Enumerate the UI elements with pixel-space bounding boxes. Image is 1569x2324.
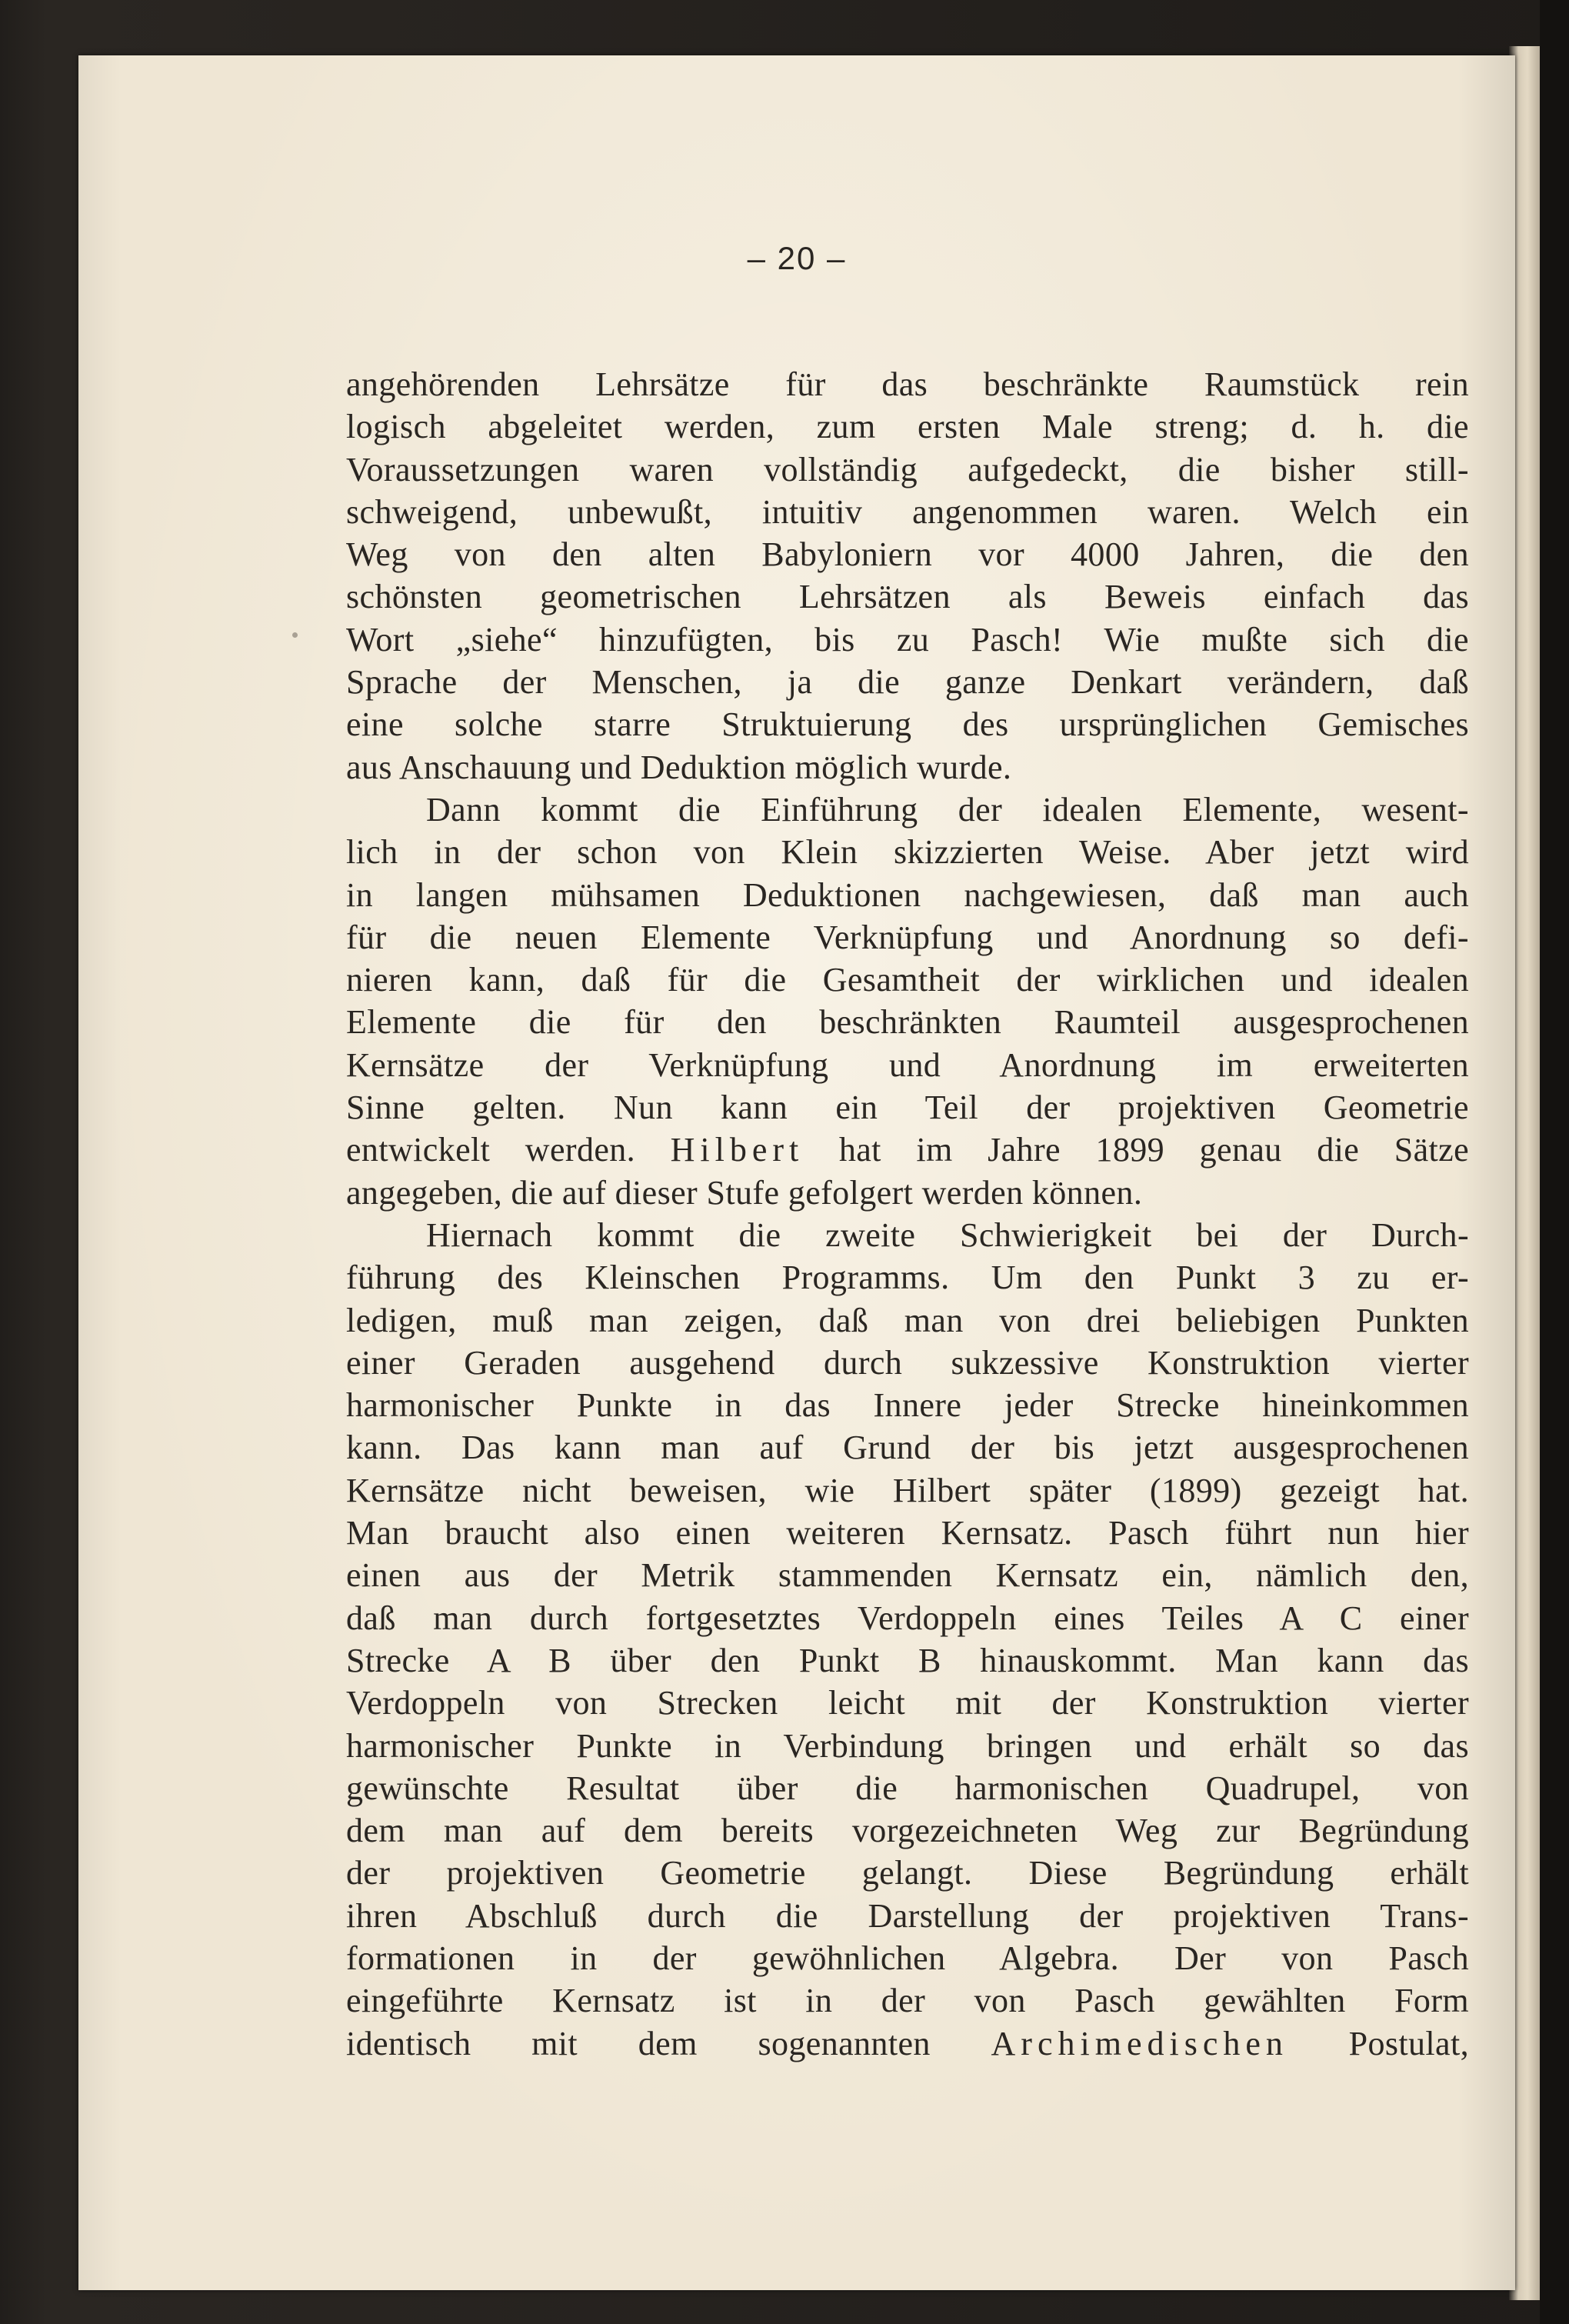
text-line: harmonischer Punkte in das Innere jeder Strecke hineinkommen (346, 1386, 1469, 1425)
text-line: Wort „siehe“ hinzufügten, bis zu Pasch! Wie mußte sich die (346, 620, 1469, 659)
text-line: angehörenden Lehrsätze für das beschränkte Raumstück rein (346, 365, 1469, 403)
text-line: kann. Das kann man auf Grund der bis jetzt ausgesprochenen (346, 1429, 1469, 1467)
text-line: schönsten geometrischen Lehrsätzen als Beweis einfach das (346, 578, 1469, 616)
body-text (346, 363, 1469, 2065)
text-line: eingeführte Kernsatz ist in der von Pasch gewählten Form (346, 1982, 1469, 2020)
text-line-hilbert (346, 1129, 1469, 1171)
text-line-archimedischen (346, 2022, 1469, 2065)
text-line: gewünschte Resultat über die harmonischen Quadrupel, von (346, 1769, 1469, 1807)
text-line: aus Anschauung und Deduktion möglich wurde. (346, 748, 1012, 786)
text-line: Dann kommt die Einführung der idealen Elemente, wesent- (426, 790, 1469, 829)
text-line: formationen in der gewöhnlichen Algebra. Der von Pasch (346, 1939, 1469, 1977)
text-line: schweigend, unbewußt, intuitiv angenommen waren. Welch ein (346, 492, 1469, 531)
text-line: Sprache der Menschen, ja die ganze Denkart verändern, daß (346, 663, 1469, 702)
stray-ink-mark (292, 632, 298, 638)
text-line: Kernsätze der Verknüpfung und Anordnung im erweiterten (346, 1045, 1469, 1084)
text-fragment: Postulat, (1348, 2024, 1469, 2062)
text-line: Weg von den alten Babyloniern vor 4000 Jahren, die den (346, 535, 1469, 574)
text-line: harmonischer Punkte in Verbindung bringen und erhält so das (346, 1726, 1469, 1765)
text-line: für die neuen Elemente Verknüpfung und Anordnung so defi- (346, 918, 1469, 956)
text-line: in langen mühsamen Deduktionen nachgewiesen, daß man auch (346, 875, 1469, 914)
text-line: Strecke A B über den Punkt B hinauskommt. Man kann das (346, 1641, 1469, 1679)
text-line: Sinne gelten. Nun kann ein Teil der projektiven Geometrie (346, 1089, 1469, 1127)
text-line: Verdoppeln von Strecken leicht mit der Konstruktion vierter (346, 1684, 1469, 1722)
text-line: lich in der schon von Klein skizzierten Weise. Aber jetzt wird (346, 833, 1469, 872)
text-fragment: hat im Jahre 1899 genau die Sätze (838, 1131, 1469, 1169)
text-line: dem man auf dem bereits vorgezeichneten Weg zur Begründung (346, 1812, 1469, 1850)
text-line: Hiernach kommt die zweite Schwierigkeit bei der Durch- (426, 1215, 1469, 1254)
book-gutter-shadow (1540, 0, 1569, 2324)
text-line: ledigen, muß man zeigen, daß man von drei beliebigen Punkten (346, 1301, 1469, 1339)
text-line: einen aus der Metrik stammenden Kernsatz ein, nämlich den, (346, 1556, 1469, 1595)
text-line: logisch abgeleitet werden, zum ersten Male streng; d. h. die (346, 408, 1469, 446)
book-page (78, 55, 1515, 2290)
text-line: der projektiven Geometrie gelangt. Diese Begründung erhält (346, 1854, 1469, 1892)
text-line: nieren kann, daß für die Gesamtheit der wirklichen und idealen (346, 961, 1469, 999)
text-line: Man braucht also einen weiteren Kernsatz. Pasch führt nun hier (346, 1514, 1469, 1552)
text-line: eine solche starre Struktuierung des ursprünglichen Gemisches (346, 705, 1469, 744)
text-line: Elemente die für den beschränkten Raumteil ausgesprochenen (346, 1003, 1469, 1042)
spaced-word-archimedischen: Archimedischen (991, 2024, 1288, 2062)
text-fragment: entwickelt werden. (346, 1131, 636, 1169)
text-line: angegeben, die auf dieser Stufe gefolgert werden können. (346, 1173, 1143, 1212)
text-fragment: identisch mit dem sogenannten (346, 2024, 931, 2062)
text-line: führung des Kleinschen Programms. Um den Punkt 3 zu er- (346, 1259, 1469, 1297)
text-line: ihren Abschluß durch die Darstellung der projektiven Trans- (346, 1896, 1469, 1935)
text-line: daß man durch fortgesetztes Verdoppeln eines Teiles A C einer (346, 1599, 1469, 1637)
text-line: Voraussetzungen waren vollständig aufgedeckt, die bisher still- (346, 450, 1469, 488)
text-line: Kernsätze nicht beweisen, wie Hilbert später (1899) gezeigt hat. (346, 1471, 1469, 1509)
text-line: einer Geraden ausgehend durch sukzessive Konstruktion vierter (346, 1343, 1469, 1382)
spaced-name-hilbert: Hilbert (670, 1131, 804, 1169)
page-number: – 20 – (747, 240, 847, 276)
